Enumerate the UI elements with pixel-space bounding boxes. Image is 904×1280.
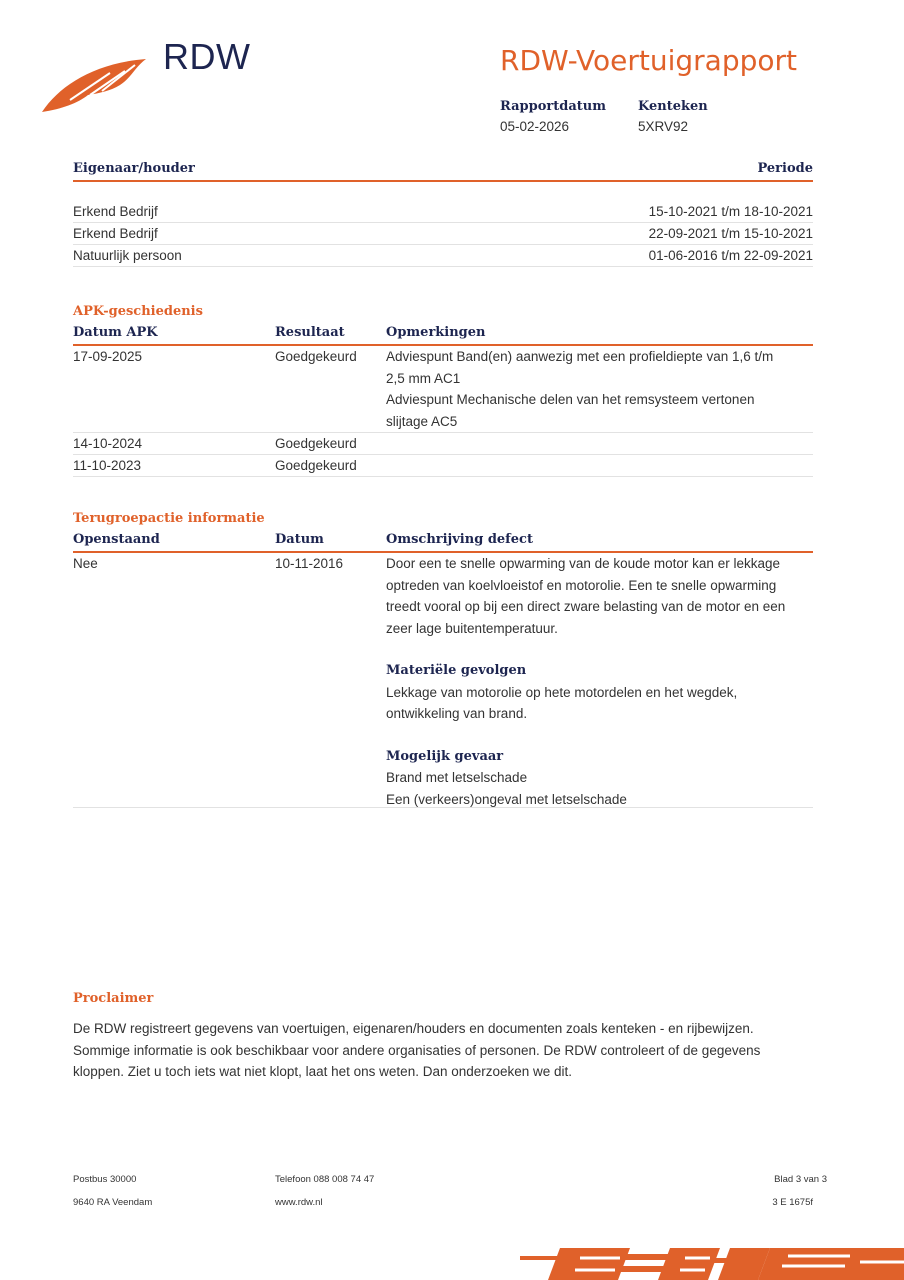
apk-result-cell: Goedgekeurd: [275, 458, 357, 473]
danger-title: Mogelijk gevaar: [386, 748, 504, 764]
period-cell: 22-09-2021 t/m 15-10-2021: [648, 226, 813, 241]
rdw-logo-icon: [40, 55, 150, 115]
period-cell: 15-10-2021 t/m 18-10-2021: [648, 204, 813, 219]
proclaimer-section: [73, 991, 760, 1083]
apk-section-title: APK-geschiedenis: [73, 304, 203, 319]
proclaimer-title: Proclaimer: [73, 991, 154, 1006]
report-date-label: Rapportdatum: [500, 99, 606, 114]
owner-cell: Erkend Bedrijf: [73, 204, 158, 219]
consequences-title: Materiële gevolgen: [386, 663, 527, 678]
decorative-stripes-icon: [520, 1244, 904, 1280]
apk-remarks-cell: [386, 346, 773, 432]
apk-remarks-header: Opmerkingen: [386, 325, 486, 340]
plate-label: Kenteken: [638, 99, 708, 114]
remark-line: Adviespunt Mechanische delen van het remsysteem vertonen: [386, 392, 755, 407]
report-date: 05-02-2026: [500, 119, 570, 134]
footer-code: 3 E 1675f: [772, 1197, 813, 1208]
table-row: [73, 553, 813, 807]
apk-date-header: Datum APK: [73, 325, 158, 340]
apk-result-cell: Goedgekeurd: [275, 436, 357, 451]
remark-line: Adviespunt Band(en) aanwezig met een profieldiepte van 1,6 t/m: [386, 349, 774, 364]
description-line: treedt vooral op bij een direct zware belasting van de motor en een: [386, 599, 786, 614]
owners-section: [73, 161, 813, 267]
remark-line: slijtage AC5: [386, 413, 458, 429]
recall-open-cell: Nee: [73, 556, 98, 571]
apk-result-cell: Goedgekeurd: [275, 349, 357, 364]
apk-section: [73, 304, 813, 477]
recall-desc-header: Omschrijving defect: [386, 532, 533, 547]
recall-open-header: Openstaand: [73, 532, 160, 547]
recall-section-title: Terugroepactie informatie: [73, 511, 265, 526]
apk-date-cell: 14-10-2024: [73, 436, 143, 451]
description-line: optreden van koelvloeistof en motorolie. Een te snelle opwarming: [386, 577, 777, 593]
brand-name: RDW: [163, 36, 251, 77]
recall-description: [386, 553, 785, 810]
recall-section: [73, 511, 813, 808]
recall-date-cell: 10-11-2016: [275, 556, 344, 571]
table-row: [73, 223, 813, 244]
table-row: [73, 201, 813, 222]
table-row: [73, 245, 813, 266]
table-row: [73, 455, 813, 476]
owner-cell: Natuurlijk persoon: [73, 248, 182, 263]
apk-date-cell: 17-09-2025: [73, 349, 143, 364]
consequence-line: ontwikkeling van brand.: [386, 706, 528, 721]
apk-result-header: Resultaat: [275, 325, 345, 340]
owner-column-header: Eigenaar/houder: [73, 161, 195, 176]
table-row: [73, 346, 813, 432]
table-row: [73, 433, 813, 454]
footer-phone: Telefoon 088 008 74 47: [275, 1174, 375, 1185]
remark-line: 2,5 mm AC1: [386, 370, 461, 386]
proclaimer-line: kloppen. Ziet u toch iets wat niet klopt, laat het ons weten. Dan onderzoeken we dit.: [73, 1064, 573, 1079]
proclaimer-line: Sommige informatie is ook beschikbaar voor andere organisaties of personen. De RDW controleert of de gegevens: [73, 1042, 761, 1058]
period-cell: 01-06-2016 t/m 22-09-2021: [648, 248, 813, 263]
period-column-header: Periode: [757, 161, 813, 176]
footer-address-line2: 9640 RA Veendam: [73, 1197, 153, 1208]
report-title: RDW-Voertuigrapport: [500, 44, 797, 77]
plate-number: 5XRV92: [638, 119, 689, 134]
recall-date-header: Datum: [275, 532, 324, 547]
footer-website[interactable]: www.rdw.nl: [275, 1197, 323, 1208]
danger-line: Brand met letselschade: [386, 770, 528, 785]
owner-cell: Erkend Bedrijf: [73, 226, 158, 241]
apk-date-cell: 11-10-2023: [73, 458, 142, 473]
footer-address-line1: Postbus 30000: [73, 1174, 137, 1185]
footer-page-number: Blad 3 van 3: [774, 1174, 827, 1185]
description-line: Door een te snelle opwarming van de koude motor kan er lekkage: [386, 556, 780, 571]
danger-line: Een (verkeers)ongeval met letselschade: [386, 791, 627, 807]
description-line: zeer lage buitentemperatuur.: [386, 620, 558, 636]
proclaimer-line: De RDW registreert gegevens van voertuigen, eigenaren/houders en documenten zoals kenteken - en rijbewijzen.: [73, 1021, 754, 1036]
consequence-line: Lekkage van motorolie op hete motordelen en het wegdek,: [386, 684, 738, 700]
